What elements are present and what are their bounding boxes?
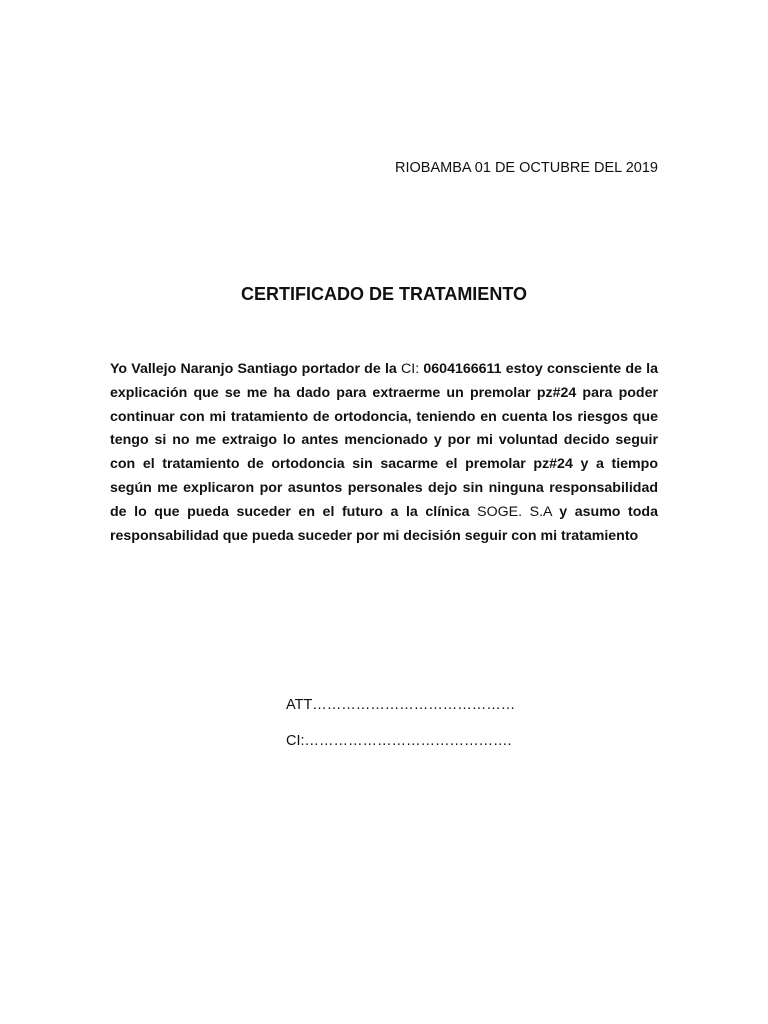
document-title: CERTIFICADO DE TRATAMIENTO [241, 284, 527, 304]
signature-att-line: ATT…………………………………… [286, 697, 516, 713]
ci-number: 0604166611 [423, 361, 502, 377]
date-line: RIOBAMBA 01 DE OCTUBRE DEL 2019 [395, 160, 658, 176]
signature-ci-line: CI:……………………………………. [286, 733, 512, 749]
clinic-name: SOGE. S.A [477, 503, 552, 520]
body-main: estoy consciente de la explicación que se me ha dado para extraerme un premolar pz#24 para poder continuar con mi tratamiento de ortodoncia, teniendo en cuenta los riesgos que tengo si no me extraigo lo antes mencionado y por mi voluntad decido seguir con el tratamiento de ortodoncia sin sacarme el premolar pz#24 y a tiempo según me explicaron por asuntos personales dejo sin ninguna responsabilidad de lo que pueda suceder en el futuro a la clínica [110, 361, 658, 520]
certificate-body [110, 358, 658, 548]
body-closing: y asumo toda responsabilidad que pueda suceder por mi decisión seguir con mi tratamiento [110, 503, 658, 544]
ci-label: CI: [401, 361, 420, 377]
body-intro: Yo Vallejo Naranjo Santiago portador de la [110, 361, 397, 377]
